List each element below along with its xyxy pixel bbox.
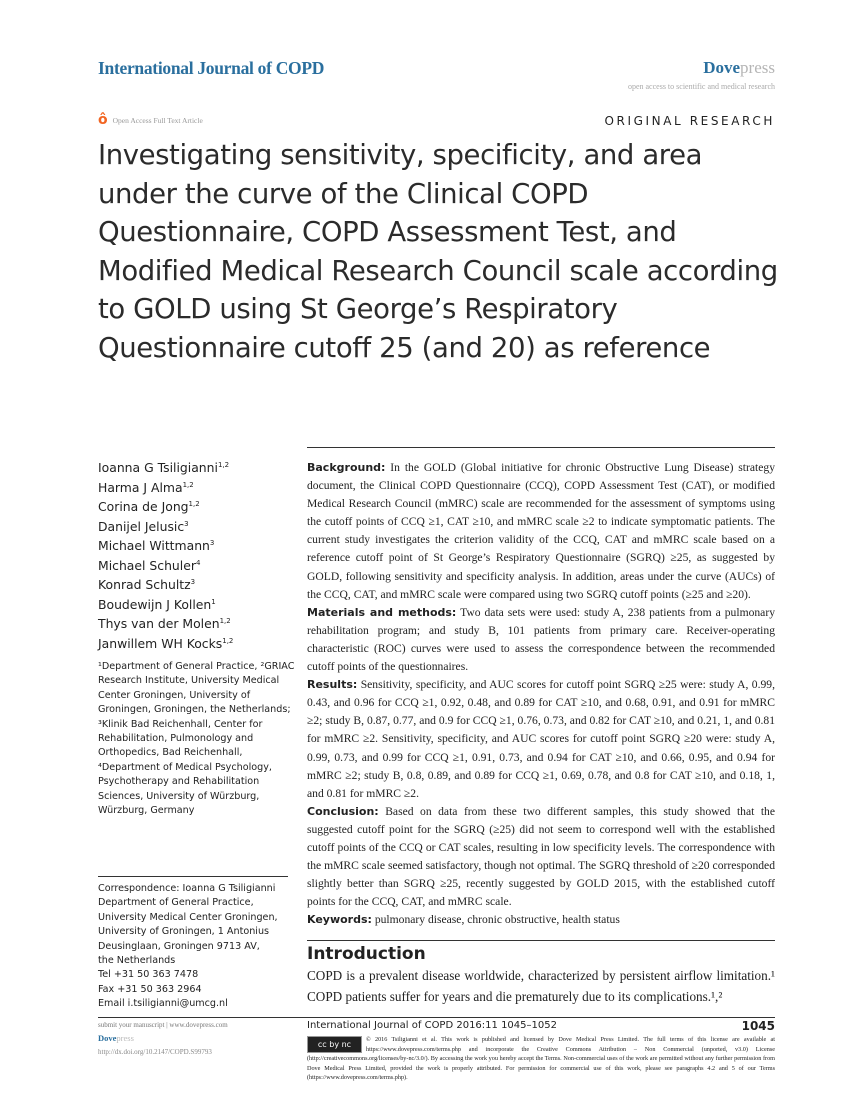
- introduction-text: COPD is a prevalent disease worldwide, characterized by persistent airflow limitation.¹ COPD patients suffer for years and die prematurely due to its complications.¹,²: [307, 968, 775, 1004]
- author: [98, 595, 233, 615]
- abstract-text: In the GOLD (Global initiative for chronic Obstructive Lung Disease) strategy document, the Clinical COPD Questionnaire (CCQ), COPD Assessment Test (CAT), or modified Medical Research Council (mMRC) scale are recommended for the assessment of symptoms using the cutoff points of CCQ ≥1, CAT ≥10, and mMRC scale ≥2 to indicate symptomatic patients. The current study investigates the criterion validity of the CCQ, CAT and mMRC scale based on a reference cutoff point of St George’s Respiratory Questionnaire (SGRQ) ≥25, as suggested by GOLD, following sensitivity and specificity analysis. In addition, areas under the curve (AUCs) of the CCQ, CAT, and mMRC scale were compared using two SGRQ cutoff points (≥25 and ≥20).: [307, 461, 775, 601]
- journal-name: International Journal of COPD: [98, 58, 325, 78]
- affiliations: ¹Department of General Practice, ²GRIAC Research Institute, University Medical Center Groningen, University of Groningen, Groningen, the Netherlands; ³Klinik Bad Reichenhall, Center for Rehabilitation, Pulmonology and Orthopedics, Bad Reichenhall, ⁴Department of Medical Psychology, Psychotherapy and Rehabilitation Sciences, University of Würzburg, Würzburg, Germany: [98, 661, 295, 817]
- correspondence-line: Deusinglaan, Groningen 9713 AV,: [98, 940, 260, 952]
- author-name: Corina de Jong: [98, 499, 189, 514]
- cc-license-icon: cc by nc: [307, 1036, 362, 1053]
- doi-link[interactable]: http://dx.doi.org/10.2147/COPD.S99793: [98, 1048, 212, 1056]
- footer-logo: [98, 1033, 134, 1043]
- author-affiliation-mark: 1,2: [219, 616, 231, 625]
- author-name: Harma J Alma: [98, 479, 183, 495]
- abstract-text: Based on data from these two different samples, this study showed that the suggested cutoff point for the SGRQ (≥25) did not seem to correspond well with the established cutoff points of the CCQ or CAT scales, resulting in low specificity levels. The correspondence with the mMRC scale seemed satisfactory, though not optimal. The SGRQ threshold of ≥20 corresponded slightly better than SGRQ ≥25, recently suggested by GOLD 2015, with the established cutoff points for the CCQ, CAT, and mMRC scale.: [307, 804, 775, 909]
- author-affiliation-mark: 1: [211, 597, 216, 606]
- author-name: Thys van der Molen: [98, 616, 220, 631]
- citation: International Journal of COPD 2016:11 1045–1052: [307, 1020, 557, 1031]
- abstract-paragraph: [307, 459, 775, 604]
- abstract-paragraph: [307, 676, 775, 803]
- license-block: [307, 1035, 775, 1083]
- author: [98, 575, 233, 595]
- correspondence-line: Email i.tsiligianni@umcg.nl: [98, 998, 228, 1010]
- abstract-paragraph: [307, 911, 775, 929]
- abstract-label: Results:: [307, 678, 358, 692]
- open-access-label: [98, 112, 203, 128]
- author-affiliation-mark: 4: [195, 558, 201, 567]
- article-type: ORIGINAL RESEARCH: [604, 114, 775, 128]
- abstract: [307, 459, 775, 929]
- author-affiliation-mark: 1,2: [217, 460, 230, 469]
- divider: [98, 1017, 775, 1018]
- abstract-paragraph: [307, 604, 775, 676]
- correspondence-line: University of Groningen, 1 Antonius: [98, 926, 270, 938]
- divider: [307, 940, 775, 941]
- author-affiliation-mark: 1,2: [222, 636, 234, 645]
- abstract-label: Materials and methods:: [307, 605, 457, 619]
- author-name: Danijel Jelusic: [98, 518, 185, 534]
- abstract-text: pulmonary disease, chronic obstructive, health status: [371, 913, 620, 927]
- divider: [98, 876, 288, 877]
- author-affiliation-mark: 3: [190, 577, 196, 586]
- author: [98, 556, 233, 576]
- author-name: Konrad Schultz: [98, 577, 191, 592]
- abstract-label: Keywords:: [307, 913, 372, 927]
- correspondence-line: Fax +31 50 363 2964: [98, 983, 202, 995]
- article-title: Investigating sensitivity, specificity, and area under the curve of the Clinical COPD Questionnaire, COPD Assessment Test, and Modified Medical Research Council scale according to GOLD using St George’s Respiratory Questionnaire cutoff 25 (and 20) as reference: [98, 139, 778, 364]
- abstract-paragraph: [307, 803, 775, 912]
- author: [98, 478, 233, 498]
- author-name: Michael Wittmann: [98, 538, 210, 553]
- divider: [307, 447, 775, 448]
- section-heading: Introduction: [307, 944, 426, 964]
- correspondence-line: Department of General Practice,: [98, 897, 254, 909]
- author-affiliation-mark: 1,2: [182, 480, 194, 489]
- open-access-icon: ô: [98, 112, 108, 128]
- publisher-logo-b: press: [740, 58, 775, 77]
- footer-logo-b: press: [116, 1033, 134, 1043]
- correspondence-line: Tel +31 50 363 7478: [98, 969, 199, 981]
- correspondence-line: Correspondence: Ioanna G Tsiligianni: [98, 883, 276, 894]
- author: [98, 517, 233, 537]
- page-number: 1045: [741, 1019, 775, 1033]
- license-text: © 2016 Tsiligianni et al. This work is published and licensed by Dove Medical Press Limited. The full terms of this license are available at https://www.dovepress.com/terms.php and incorporate the Creative Commons Attribution – Non Commercial (unported, v3.0) License (http://creativecommons.org/licenses/by-nc/3.0/). By accessing the work you hereby accept the Terms. Non-commercial uses of the work are permitted without any further permission from Dove Medical Press Limited, provided the work is properly attributed. For permission for commercial use of this work, please see paragraphs 4.2 and 5 of our Terms (https://www.dovepress.com/terms.php).: [307, 1036, 775, 1081]
- author-affiliation-mark: 3: [184, 519, 189, 528]
- author-name: Michael Schuler: [98, 557, 196, 573]
- publisher-logo: [703, 58, 775, 78]
- submit-link[interactable]: submit your manuscript | www.dovepress.com: [98, 1021, 228, 1029]
- correspondence-line: University Medical Center Groningen,: [98, 911, 278, 923]
- footer-logo-a: Dove: [98, 1033, 117, 1043]
- open-access-text: Open Access Full Text Article: [112, 115, 203, 125]
- abstract-label: Background:: [307, 461, 386, 474]
- author-affiliation-mark: 3: [209, 538, 215, 547]
- author: [98, 634, 233, 654]
- author: [98, 458, 233, 478]
- author: [98, 497, 233, 517]
- abstract-text: Two data sets were used: study A, 238 patients from a pulmonary rehabilitation program; and study B, 101 patients from primary care. Receiver-operating characteristic (ROC) curves were used to assess the correspondence between the recommended cutoff points of the questionnaires.: [307, 605, 775, 674]
- correspondence-line: the Netherlands: [98, 955, 176, 967]
- abstract-label: Conclusion:: [307, 804, 379, 818]
- author-name: Janwillem WH Kocks: [98, 635, 223, 651]
- author-name: Boudewijn J Kollen: [98, 596, 212, 612]
- author: [98, 536, 233, 556]
- publisher-tagline: open access to scientific and medical research: [627, 82, 775, 91]
- author-list: [98, 458, 233, 653]
- author-name: Ioanna G Tsiligianni: [98, 460, 218, 475]
- publisher-logo-a: Dove: [703, 58, 741, 77]
- author: [98, 614, 233, 634]
- author-affiliation-mark: 1,2: [188, 499, 200, 508]
- abstract-text: Sensitivity, specificity, and AUC scores for cutoff point SGRQ ≥25 were: study A, 0.99, 0.43, and 0.96 for CCQ ≥1, 0.92, 0.48, and 0.89 for CAT ≥10, and 0.68, 0.91, and 0.91 for mMRC ≥2; study B, 0.87, 0.77, and 0.9 for CCQ ≥1, 0.76, 0.73, and 0.82 for CAT ≥10, and 0.21, 1, and 0.81 for mMRC ≥2. Sensitivity, specificity, and AUC scores for cutoff point SGRQ ≥20 were: study A, 0.99, 0.73, and 0.99 for CCQ ≥1, 0.91, 0.73, and 0.94 for CAT ≥10, and 0.66, 0.95, and 0.94 for mMRC ≥2; study B, 0.8, 0.89, and 0.89 for CCQ ≥1, 0.69, 0.78, and 0.8 for CAT ≥10, and 0.18, 1, and 0.81 for mMRC ≥2.: [307, 678, 775, 800]
- correspondence: [98, 882, 298, 1012]
